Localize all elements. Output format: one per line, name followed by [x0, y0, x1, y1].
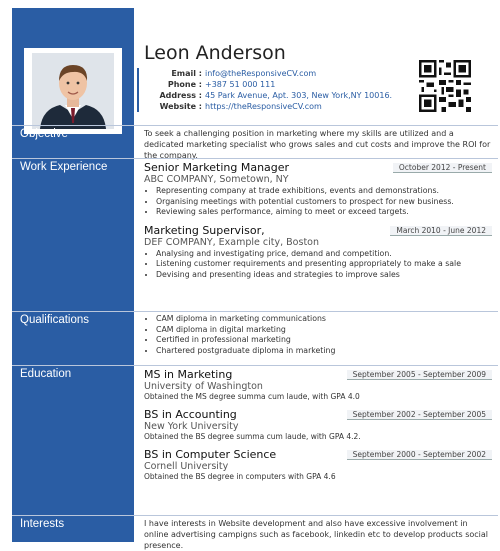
degree-title: MS in Marketing — [144, 368, 233, 381]
education-section — [12, 365, 498, 516]
list-item: • Representing company at trade exhibitions, events and demonstrations. — [156, 186, 492, 197]
list-item: • Chartered postgraduate diploma in marketing — [156, 346, 492, 357]
resume — [12, 8, 498, 550]
objective-heading: Objective — [20, 128, 68, 140]
job-entry — [144, 224, 492, 281]
list-item: • Devising and presenting ideas and strategies to improve sales — [156, 270, 492, 281]
job-duties — [144, 186, 492, 218]
qr-code-icon — [419, 60, 471, 112]
list-item: • Listening customer requirements and presenting appropriately to make a sale — [156, 259, 492, 270]
job-title: Senior Marketing Manager — [144, 161, 290, 174]
job-entry — [144, 161, 492, 218]
list-item: • CAM diploma in digital marketing — [156, 325, 492, 336]
contact-block — [137, 68, 392, 112]
education-entry — [144, 408, 492, 441]
degree-description: Obtained the BS degree summa cum laude, with GPA 4.2. — [144, 432, 361, 441]
interests-heading: Interests — [20, 518, 65, 530]
job-dates: October 2012 - Present — [393, 163, 492, 173]
work-section — [12, 158, 498, 312]
degree-description: Obtained the MS degree summa cum laude, with GPA 4.0 — [144, 392, 360, 401]
website-link[interactable]: https://theResponsiveCV.com — [205, 102, 322, 111]
list-item: • Organising meetings with potential customers to prospect for new business. — [156, 197, 492, 208]
degree-description: Obtained the BS degree in computers with GPA 4.6 — [144, 472, 336, 481]
contact-email: Email : info@theResponsiveCV.com — [171, 69, 317, 78]
education-dates: September 2005 - September 2009 — [347, 370, 492, 380]
email-link[interactable]: info@theResponsiveCV.com — [205, 69, 317, 78]
interests-text: I have interests in Website development and also have excessive involvement in online advertising campigns such as facebook, linkedin etc to develop products social presence. — [144, 519, 489, 550]
contact-address: Address : 45 Park Avenue, Apt. 303, New York,NY 10016. — [159, 91, 393, 100]
education-entry — [144, 448, 492, 481]
candidate-name: Leon Anderson — [144, 42, 286, 64]
work-heading: Work Experience — [20, 161, 108, 173]
school-name: New York University — [144, 421, 239, 432]
interests-section — [12, 515, 498, 550]
education-heading: Education — [20, 368, 72, 380]
degree-title: BS in Computer Science — [144, 448, 277, 461]
list-item: • Analysing and investigating price, demand and competition. — [156, 249, 492, 260]
qualifications-section — [12, 311, 498, 366]
job-duties — [144, 249, 492, 281]
degree-title: BS in Accounting — [144, 408, 237, 421]
contact-website: Website : https://theResponsiveCV.com — [159, 102, 322, 111]
qualifications-heading: Qualifications — [20, 314, 90, 326]
profile-photo — [24, 48, 122, 134]
contact-phone: Phone : +387 51 000 111 — [167, 80, 276, 89]
job-dates: March 2010 - June 2012 — [390, 226, 492, 236]
qualifications-list — [144, 314, 492, 356]
person-photo-icon — [32, 53, 114, 129]
school-name: Cornell University — [144, 461, 229, 472]
list-item: • Reviewing sales performance, aiming to meet or exceed targets. — [156, 207, 492, 218]
education-dates: September 2002 - September 2005 — [347, 410, 492, 420]
objective-section — [12, 125, 498, 159]
job-company: DEF COMPANY, Example city, Boston — [144, 236, 319, 248]
school-name: University of Washington — [144, 381, 263, 392]
objective-text: To seek a challenging position in marketing where my skills are utilized and a dedicated marketing specialist who grows sales and cut costs and improve the ROI for the company. — [144, 129, 491, 160]
list-item: • CAM diploma in marketing communications — [156, 314, 492, 325]
job-title: Marketing Supervisor, — [144, 223, 265, 237]
education-dates: September 2000 - September 2002 — [347, 450, 492, 460]
education-entry — [144, 368, 492, 401]
job-company: ABC COMPANY, Sometown, NY — [144, 174, 289, 185]
list-item: • Certified in professional marketing — [156, 335, 492, 346]
